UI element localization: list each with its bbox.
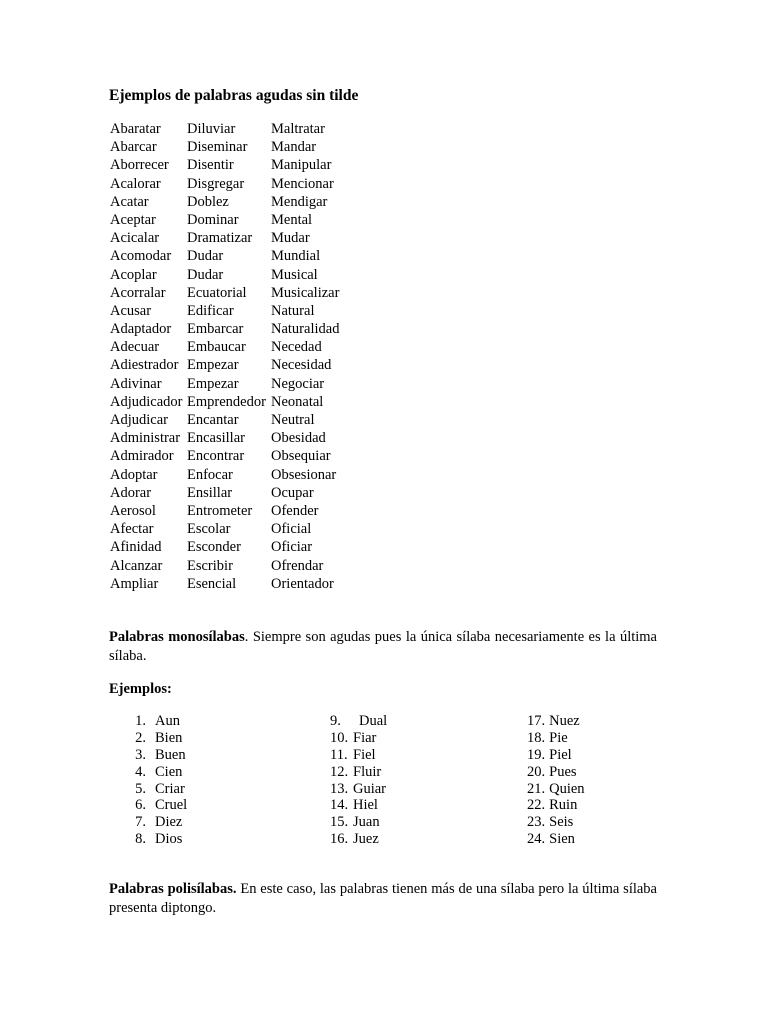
example-word: Pues (549, 763, 577, 780)
example-list-item (330, 713, 387, 730)
word-item: Ampliar (110, 575, 159, 592)
example-word: Dual (359, 713, 388, 729)
list-number: 3. (135, 746, 146, 763)
word-item: Obsequiar (271, 448, 331, 465)
list-number: 17. (527, 713, 546, 729)
word-item: Ofender (271, 502, 319, 519)
word-item: Mental (271, 211, 313, 228)
list-number: 15. (330, 814, 349, 831)
example-list-item (330, 747, 387, 764)
word-item: Necesidad (271, 357, 332, 374)
word-item: Empezar (187, 375, 239, 392)
example-word: Seis (549, 814, 574, 831)
word-item: Necedad (271, 339, 322, 356)
example-word: Quien (549, 780, 585, 797)
word-item: Ensillar (187, 484, 233, 501)
word-item: Natural (271, 302, 315, 319)
word-item: Encasillar (187, 430, 245, 447)
word-item: Diluviar (187, 121, 236, 137)
word-item: Ocupar (271, 484, 314, 501)
example-list-item (527, 713, 585, 730)
list-number: 7. (135, 814, 146, 831)
word-item: Administrar (110, 430, 181, 447)
example-word: Juez (353, 831, 379, 848)
list-number: 21. (527, 780, 546, 797)
example-word: Juan (353, 814, 380, 831)
word-item: Disentir (187, 157, 234, 174)
example-word: Criar (155, 780, 185, 797)
example-word: Dios (155, 831, 183, 848)
example-list-item (527, 831, 585, 848)
list-number: 4. (135, 763, 146, 780)
word-item: Acomodar (110, 248, 172, 265)
word-item: Obesidad (271, 430, 326, 447)
word-item: Esconder (187, 539, 241, 556)
example-word: Buen (155, 746, 186, 763)
word-item: Abaratar (110, 121, 161, 137)
example-word: Hiel (353, 797, 378, 814)
word-item: Embaucar (187, 339, 246, 356)
word-item: Mendigar (271, 193, 328, 210)
monosilabas-paragraph (109, 628, 657, 666)
word-item: Musicalizar (271, 284, 340, 301)
word-item: Dudar (187, 266, 224, 283)
word-item: Adivinar (110, 375, 162, 392)
word-item: Negociar (271, 375, 325, 392)
list-number: 6. (135, 797, 146, 814)
example-list-item (109, 831, 187, 848)
example-word: Piel (549, 746, 572, 763)
examples-label: Ejemplos: (109, 681, 172, 697)
word-item: Alcanzar (110, 557, 163, 574)
word-item: Encontrar (187, 448, 245, 465)
word-item: Musical (271, 266, 318, 283)
example-word: Aun (155, 713, 180, 729)
word-item: Manipular (271, 157, 332, 174)
example-list-item (330, 781, 387, 798)
word-item: Encantar (187, 412, 239, 428)
example-word: Diez (155, 814, 183, 831)
word-item: Adoptar (110, 466, 158, 483)
list-number: 16. (330, 831, 349, 848)
example-list-column-2 (330, 713, 387, 848)
example-word: Sien (549, 831, 575, 848)
word-item: Dudar (187, 248, 224, 265)
word-item: Aerosol (110, 502, 156, 519)
word-item: Emprendedor (187, 393, 266, 410)
word-item: Acicalar (110, 230, 160, 247)
example-list-item (527, 764, 585, 781)
word-item: Ofrendar (271, 557, 324, 574)
list-number: 23. (527, 814, 546, 831)
polisilabas-paragraph (109, 880, 657, 918)
example-list-item (527, 797, 585, 814)
example-list-item (330, 764, 387, 781)
word-item: Acalorar (110, 175, 161, 192)
example-word: Ruin (549, 797, 578, 814)
example-list-column-1 (109, 713, 187, 848)
word-item: Disgregar (187, 175, 245, 192)
word-item: Afinidad (110, 539, 162, 556)
example-list-item (330, 831, 387, 848)
word-item: Oficial (271, 521, 312, 538)
word-item: Edificar (187, 302, 234, 319)
list-number: 18. (527, 729, 546, 746)
word-item: Abarcar (110, 139, 157, 156)
word-item: Ecuatorial (187, 284, 247, 301)
list-number: 9. (330, 713, 341, 729)
word-item: Embarcar (187, 321, 244, 338)
word-item: Mundial (271, 248, 321, 265)
example-list-item (330, 814, 387, 831)
word-item: Dramatizar (187, 230, 253, 247)
list-number: 22. (527, 797, 546, 814)
list-number: 20. (527, 763, 546, 780)
example-word: Nuez (549, 713, 580, 729)
word-item: Dominar (187, 211, 239, 228)
word-item: Esencial (187, 575, 237, 592)
word-item: Escolar (187, 521, 231, 538)
word-item: Oficiar (271, 539, 313, 556)
word-item: Maltratar (271, 121, 325, 137)
example-word: Fiar (353, 729, 377, 746)
word-item: Enfocar (187, 466, 233, 483)
example-word: Cien (155, 763, 183, 780)
example-list-item (109, 764, 187, 781)
word-item: Diseminar (187, 139, 248, 156)
word-item: Adiestrador (110, 357, 179, 374)
example-word: Fluir (353, 763, 382, 780)
word-column-3 (271, 120, 339, 593)
example-list-item (109, 814, 187, 831)
example-list-item (109, 747, 187, 764)
word-item: Adorar (110, 484, 152, 501)
word-item: Adjudicar (110, 412, 168, 428)
list-number: 8. (135, 831, 146, 848)
list-number: 11. (330, 746, 348, 763)
list-number: 24. (527, 831, 546, 848)
example-word: Fiel (353, 746, 376, 763)
list-number: 2. (135, 729, 146, 746)
list-number: 10. (330, 729, 349, 746)
page-title: Ejemplos de palabras agudas sin tilde (109, 87, 359, 104)
word-item: Entrometer (187, 502, 253, 519)
word-item: Acatar (110, 193, 149, 210)
word-item: Naturalidad (271, 321, 340, 338)
example-list-item (109, 730, 187, 747)
word-item: Admirador (110, 448, 174, 465)
example-list-item (330, 730, 387, 747)
monosilabas-heading: Palabras monosílabas (109, 629, 245, 645)
word-item: Empezar (187, 357, 239, 374)
word-item: Mudar (271, 230, 310, 247)
example-list-item (527, 730, 585, 747)
word-item: Adecuar (110, 339, 160, 356)
word-item: Neutral (271, 412, 315, 428)
example-list-item (109, 781, 187, 798)
word-item: Adaptador (110, 321, 172, 338)
example-list-item (527, 747, 585, 764)
monosilabas-text: . Siempre son agudas pues la única sílaba necesariamente es la última sílaba. (109, 629, 657, 664)
word-item: Acusar (110, 302, 152, 319)
list-number: 13. (330, 780, 349, 797)
word-item: Afectar (110, 521, 154, 538)
list-number: 1. (135, 713, 146, 729)
example-list-item (527, 781, 585, 798)
polisilabas-text: En este caso, las palabras tienen más de una sílaba pero la última sílaba presenta diptongo. (109, 881, 657, 916)
example-word: Pie (549, 729, 568, 746)
word-item: Aborrecer (110, 157, 169, 174)
example-list-item (330, 797, 387, 814)
list-number: 19. (527, 746, 546, 763)
example-word: Cruel (155, 797, 188, 814)
example-list-item (109, 713, 187, 730)
word-item: Escribir (187, 557, 233, 574)
word-column-2 (187, 120, 266, 593)
example-list-item (109, 797, 187, 814)
word-item: Neonatal (271, 393, 324, 410)
list-number: 5. (135, 780, 146, 797)
word-item: Acoplar (110, 266, 157, 283)
example-word: Guiar (353, 780, 387, 797)
example-list-item (527, 814, 585, 831)
example-list-column-3 (527, 713, 585, 848)
word-item: Obsesionar (271, 466, 337, 483)
word-item: Aceptar (110, 211, 156, 228)
word-item: Doblez (187, 193, 229, 210)
example-word: Bien (155, 729, 183, 746)
word-item: Acorralar (110, 284, 166, 301)
word-item: Orientador (271, 575, 334, 592)
polisilabas-heading: Palabras polisílabas. (109, 881, 237, 897)
word-item: Mencionar (271, 175, 334, 192)
word-item: Mandar (271, 139, 317, 156)
list-number: 14. (330, 797, 349, 814)
word-item: Adjudicador (110, 393, 183, 410)
list-number: 12. (330, 763, 349, 780)
word-column-1 (110, 120, 182, 593)
